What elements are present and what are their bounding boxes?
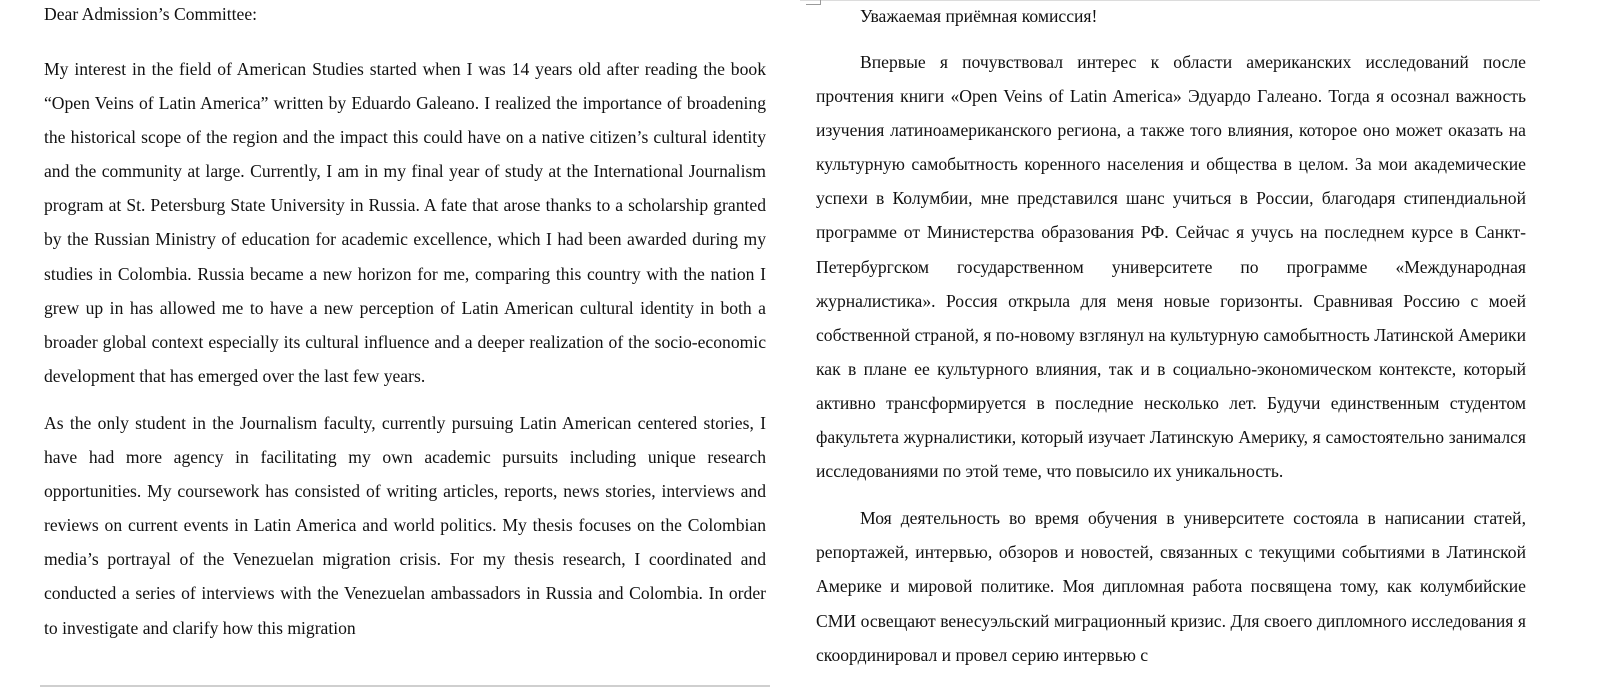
english-paragraph-1: My interest in the field of American Studies started when I was 14 years old after reading the book “Open Veins of Latin America” written by Eduardo Galeano. I realized the importance of broadening the historical scope of the region and the impact this could have on a native citizen’s cultural identity and the community at large. Currently, I am in my final year of study at the International Journalism program at St. Petersburg State University in Russia. A fate that arose thanks to a scholarship granted by the Russian Ministry of education for academic excellence, which I had been awarded during my studies in Colombia. Russia became a new horizon for me, comparing this country with the nation I grew up in has allowed me to have a new perception of Latin American cultural identity in both a broader global context especially its cultural influence and a deeper realization of the socio-economic development that has emerged over the last few years. xyxy=(44,59,766,386)
english-letter-page xyxy=(0,0,790,700)
russian-paragraph-2: Моя деятельность во время обучения в университете состояла в написании статей, репортажей, интервью, обзоров и новостей, связанных с текущими событиями в Латинской Америке и мировой политике. Моя дипломная работа посвящена тому, как колумбийские СМИ освещают венесуэльский миграционный кризис. Для своего дипломного исследования я скоординировал и провел серию интервью с xyxy=(816,508,1526,665)
english-paragraph-2: As the only student in the Journalism faculty, currently pursuing Latin American centered stories, I have had more agency in facilitating my own academic pursuits including unique research opportunities. My coursework has consisted of writing articles, reports, news stories, interviews and reviews on current events in Latin America and world politics. My thesis focuses on the Colombian media’s portrayal of the Venezuelan migration crisis. For my thesis research, I coordinated and conducted a series of interviews with the Venezuelan ambassadors in Russia and Colombia. In order to investigate and clarify how this migration xyxy=(44,412,766,638)
page-bottom-edge xyxy=(40,685,770,687)
russian-letter-page xyxy=(800,0,1600,700)
english-letter-body xyxy=(44,0,766,645)
russian-paragraph-1: Впервые я почувствовал интерес к области американских исследований после прочтения книги «Open Veins of Latin America» Эдуардо Галеано. Тогда я осознал важность изучения латиноамериканского региона, а также того влияния, которое оно может оказать на культурную самобытность коренного населения и общества в целом. За мои академические успехи в Колумбии, мне представился шанс учиться в России, благодаря стипендиальной программе от Министерства образования РФ. Сейчас я учусь на последнем курсе в Санкт-Петербургском государственном университете по программе «Международная журналистика». Россия открыла для меня новые горизонты. Сравнивая Россию с моей собственной страной, я по-новому взглянул на культурную самобытность Латинской Америки как в плане ее культурного влияния, так и в социально-экономическом контексте, который активно трансформируется в последние несколько лет. Будучи единственным студентом факультета журналистики, который изучает Латинскую Америку, я самостоятельно занимался исследованиями по этой теме, что повысило их уникальность. xyxy=(816,52,1526,482)
russian-greeting: Уважаемая приёмная комиссия! xyxy=(860,6,1098,26)
page-top-edge xyxy=(800,0,1540,1)
english-greeting: Dear Admission’s Committee: xyxy=(44,4,258,24)
russian-letter-body xyxy=(816,2,1526,672)
page-gap xyxy=(790,0,800,700)
